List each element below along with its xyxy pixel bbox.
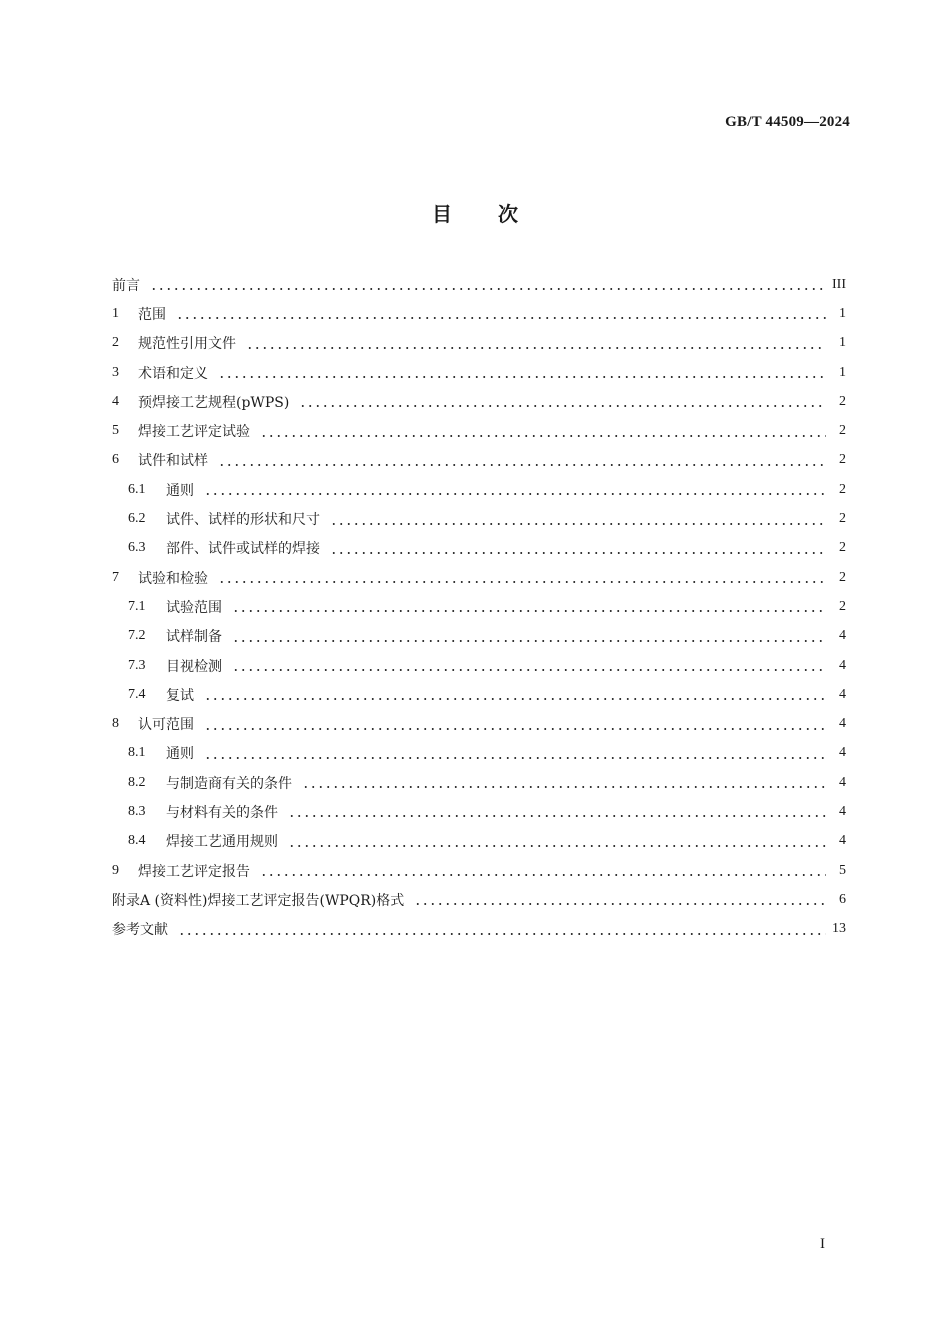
toc-dot-leader <box>232 640 826 642</box>
toc-entry[interactable] <box>112 739 846 768</box>
toc-entry-number: 6.1 <box>128 481 146 497</box>
toc-entry[interactable] <box>112 270 846 299</box>
toc-entry-page: 6 <box>839 891 846 907</box>
toc-entry-label: 试验和检验 <box>138 570 208 587</box>
toc-entry-number: 1 <box>112 305 119 321</box>
toc-entry-page: 4 <box>839 774 846 790</box>
toc-entry-page: 4 <box>839 833 846 849</box>
toc-dot-leader <box>204 493 826 495</box>
toc-entry-number: 6.3 <box>128 540 146 556</box>
toc-entry-page: 4 <box>839 628 846 644</box>
toc-entry-number: 7.1 <box>128 598 146 614</box>
page-number: I <box>820 1236 825 1252</box>
toc-entry-page: 4 <box>839 657 846 673</box>
toc-entry-number: 6 <box>112 452 119 468</box>
toc-dot-leader <box>288 845 826 847</box>
toc-dot-leader <box>260 874 826 876</box>
toc-entry-label: 复试 <box>166 687 194 704</box>
toc-entry-number: 7.4 <box>128 686 146 702</box>
toc-dot-leader <box>330 523 826 525</box>
toc-entry-label: 术语和定义 <box>138 365 208 382</box>
toc-entry-page: 1 <box>839 335 846 351</box>
toc-entry[interactable] <box>112 856 846 885</box>
toc-entry-page: 2 <box>839 598 846 614</box>
toc-entry[interactable] <box>112 827 846 856</box>
toc-entry-label: 试件和试样 <box>138 453 208 470</box>
toc-dot-leader <box>218 464 826 466</box>
toc-entry-page: 2 <box>839 452 846 468</box>
toc-entry-number: 8.2 <box>128 774 146 790</box>
toc-dot-leader <box>246 347 826 349</box>
toc-entry-label: 参考文献 <box>112 922 168 939</box>
toc-entry[interactable] <box>112 299 846 328</box>
toc-entry-label: 通则 <box>166 746 194 763</box>
toc-entry-number: 8.3 <box>128 803 146 819</box>
toc-entry-number: 8.1 <box>128 745 146 761</box>
toc-entry[interactable] <box>112 622 846 651</box>
toc-entry-page: 2 <box>839 393 846 409</box>
toc-entry-page: 2 <box>839 481 846 497</box>
toc-dot-leader <box>178 933 826 935</box>
toc-dot-leader <box>232 669 826 671</box>
toc-entry-label: 焊接工艺通用规则 <box>166 834 278 851</box>
toc-entry[interactable] <box>112 915 846 944</box>
toc-dot-leader <box>204 728 826 730</box>
toc-entry-page: 2 <box>839 569 846 585</box>
toc-entry-number: 7.3 <box>128 657 146 673</box>
toc-entry-label: 规范性引用文件 <box>138 336 236 353</box>
toc-entry-label: 认可范围 <box>138 717 194 734</box>
toc-entry-number: 7.2 <box>128 628 146 644</box>
toc-entry-label: 附录A (资料性)焊接工艺评定报告(WPQR)格式 <box>112 892 405 909</box>
toc-entry[interactable] <box>112 475 846 504</box>
toc-entry-number: 8.4 <box>128 833 146 849</box>
page-title: 目次 <box>432 202 564 226</box>
toc-dot-leader <box>218 581 826 583</box>
toc-entry-page: 2 <box>839 423 846 439</box>
toc-entry-page: 4 <box>839 686 846 702</box>
toc-dot-leader <box>204 757 826 759</box>
toc-entry-page: 4 <box>839 803 846 819</box>
toc-entry-page: 1 <box>839 305 846 321</box>
toc-entry[interactable] <box>112 446 846 475</box>
table-of-contents <box>112 270 846 944</box>
toc-entry-label: 预焊接工艺规程(pWPS) <box>138 394 290 411</box>
toc-entry[interactable] <box>112 358 846 387</box>
toc-entry-label: 范围 <box>138 306 166 323</box>
toc-entry[interactable] <box>112 680 846 709</box>
toc-entry-page: 1 <box>839 364 846 380</box>
toc-entry-page: III <box>832 276 846 292</box>
toc-entry-label: 前言 <box>112 277 140 294</box>
toc-entry-page: 2 <box>839 540 846 556</box>
toc-entry-label: 目视检测 <box>166 658 222 675</box>
toc-entry[interactable] <box>112 329 846 358</box>
toc-entry-page: 13 <box>832 921 846 937</box>
toc-entry-label: 与制造商有关的条件 <box>166 775 292 792</box>
toc-entry-number: 2 <box>112 335 119 351</box>
toc-entry-number: 8 <box>112 716 119 732</box>
toc-entry-label: 焊接工艺评定试验 <box>138 424 250 441</box>
toc-entry[interactable] <box>112 709 846 738</box>
toc-entry[interactable] <box>112 563 846 592</box>
toc-dot-leader <box>150 288 826 290</box>
toc-entry-label: 试件、试样的形状和尺寸 <box>166 512 320 529</box>
toc-entry-page: 4 <box>839 745 846 761</box>
toc-entry-number: 5 <box>112 423 119 439</box>
toc-entry-label: 试验范围 <box>166 599 222 616</box>
toc-entry[interactable] <box>112 885 846 914</box>
toc-dot-leader <box>232 610 826 612</box>
toc-entry-number: 6.2 <box>128 511 146 527</box>
toc-entry[interactable] <box>112 387 846 416</box>
toc-dot-leader <box>204 698 826 700</box>
toc-dot-leader <box>330 552 826 554</box>
toc-dot-leader <box>288 815 826 817</box>
toc-entry[interactable] <box>112 768 846 797</box>
toc-entry-label: 通则 <box>166 482 194 499</box>
toc-entry[interactable] <box>112 651 846 680</box>
toc-entry[interactable] <box>112 797 846 826</box>
toc-entry-label: 焊接工艺评定报告 <box>138 863 250 880</box>
toc-entry-label: 与材料有关的条件 <box>166 804 278 821</box>
standard-code: GB/T 44509—2024 <box>725 114 850 130</box>
toc-dot-leader <box>299 405 826 407</box>
toc-entry[interactable] <box>112 592 846 621</box>
toc-dot-leader <box>414 903 826 905</box>
toc-entry-page: 2 <box>839 511 846 527</box>
toc-dot-leader <box>176 317 826 319</box>
toc-entry[interactable] <box>112 534 846 563</box>
toc-entry-page: 5 <box>839 862 846 878</box>
toc-dot-leader <box>260 435 826 437</box>
toc-entry[interactable] <box>112 504 846 533</box>
toc-entry-number: 7 <box>112 569 119 585</box>
toc-dot-leader <box>302 786 826 788</box>
toc-entry[interactable] <box>112 416 846 445</box>
toc-entry-page: 4 <box>839 716 846 732</box>
toc-dot-leader <box>218 376 826 378</box>
toc-entry-label: 部件、试件或试样的焊接 <box>166 541 320 558</box>
toc-entry-number: 4 <box>112 393 119 409</box>
toc-entry-number: 9 <box>112 862 119 878</box>
toc-entry-number: 3 <box>112 364 119 380</box>
toc-entry-label: 试样制备 <box>166 629 222 646</box>
